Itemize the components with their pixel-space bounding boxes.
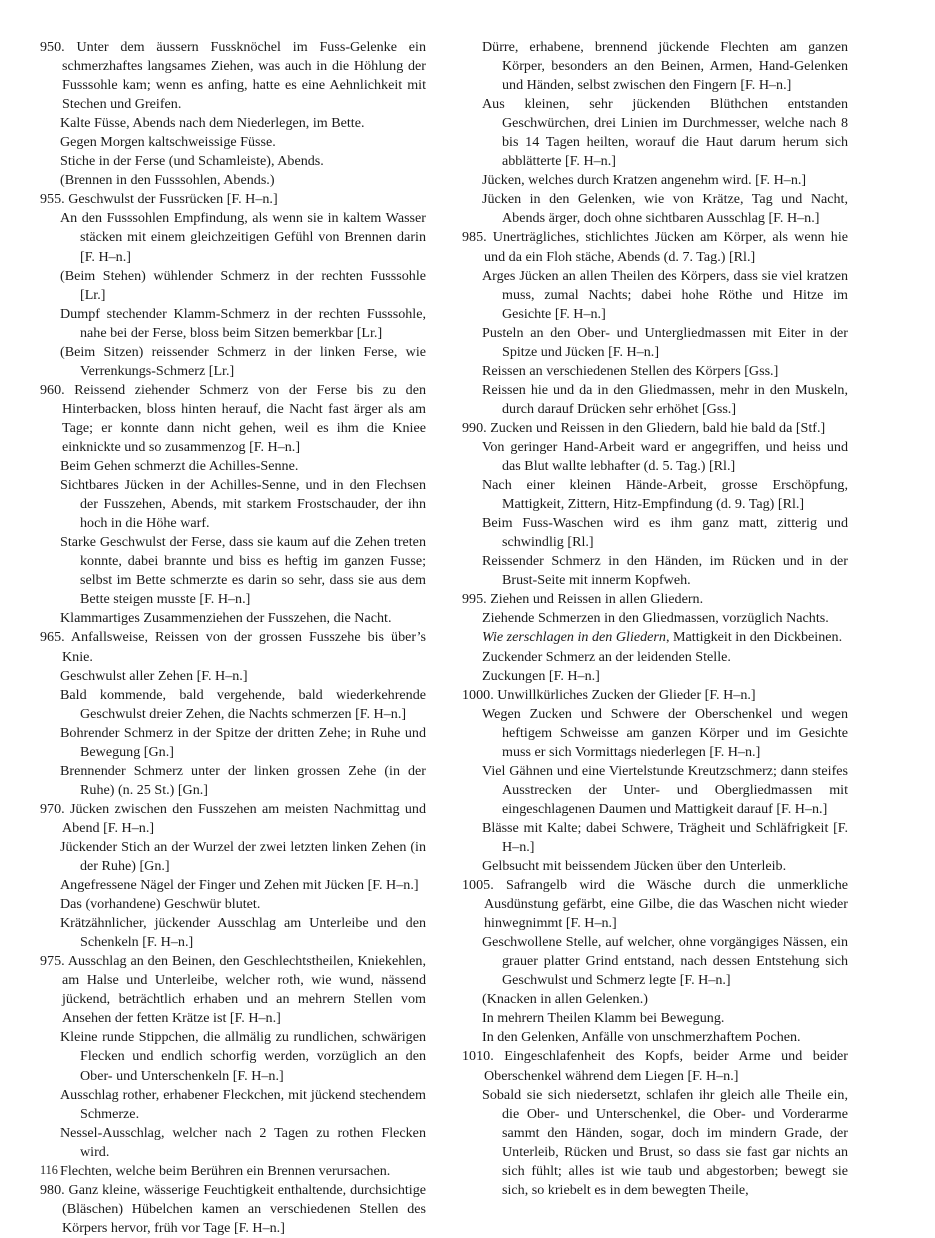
symptom-entry: Sobald sie sich niedersetzt, schlafen ihr gleich alle Theile ein, die Ober- und Unterschenkel, die Ober- und Vorderarme sammt den Händen, sogar, doch im mindern Grade, der Unterleib, Rücken und Brust, so dass sie fast gar nichts an sich fühlt; alles ist wie taub und abgestorben; bewegt sie sich, so kriebelt es in dem bewegten Theile,: [482, 1086, 848, 1198]
symptom-entry: Dumpf stechender Klamm-Schmerz in der rechten Fusssohle, nahe bei der Ferse, bloss beim Sitzen bemerkbar [Lr.]: [60, 305, 426, 341]
numbered-symptom-entry: 985. Unerträgliches, stichlichtes Jücken am Körper, als wenn hie und da ein Floh stäche, Abends (d. 7. Tag.) [Rl.]: [462, 229, 848, 265]
symptom-entry: (Beim Stehen) wühlender Schmerz in der rechten Fusssohle [Lr.]: [60, 267, 426, 303]
page-number: 116: [40, 1163, 58, 1177]
symptom-entry: Starke Geschwulst der Ferse, dass sie kaum auf die Zehen treten konnte, dabei brannte und biss es heftig im ganzen Fusse; selbst im Bette schmerzte es darin so sehr, dass sie aus dem Bette steigen musste [F. H–n.]: [60, 534, 426, 608]
symptom-entry: In den Gelenken, Anfälle von unschmerzhaftem Pochen.: [482, 1029, 801, 1046]
symptom-entry: Ziehende Schmerzen in den Gliedmassen, vorzüglich Nachts.: [482, 610, 829, 627]
symptom-entry: Stiche in der Ferse (und Schamleiste), Abends.: [60, 153, 324, 170]
numbered-symptom-entry: 965. Anfallsweise, Reissen von der grossen Fusszehe bis über’s Knie.: [40, 629, 426, 665]
symptom-entry: Das (vorhandene) Geschwür blutet.: [60, 896, 261, 913]
symptom-entry: Arges Jücken an allen Theilen des Körpers, dass sie viel kratzen muss, zumal Nachts; dabei hohe Röthe und Hitze im Gesichte [F. H–n.]: [482, 267, 848, 322]
symptom-entry: Nessel-Ausschlag, welcher nach 2 Tagen zu rothen Flecken wird.: [60, 1124, 426, 1160]
symptom-entry: Bald kommende, bald vergehende, bald wiederkehrende Geschwulst dreier Zehen, die Nachts schmerzen [F. H–n.]: [60, 686, 426, 722]
symptom-entry: An den Fusssohlen Empfindung, als wenn sie in kaltem Wasser stäcken mit einem gleichzeitigen Gefühl von Brennen darin [F. H–n.]: [60, 210, 426, 265]
symptom-entry: Zuckender Schmerz an der leidenden Stelle.: [482, 648, 731, 665]
left-text-column: [40, 38, 426, 1238]
numbered-symptom-entry: 980. Ganz kleine, wässerige Feuchtigkeit enthaltende, durchsichtige (Bläschen) Hübelchen kamen an verschiedenen Stellen des Körpers hervor, früh vor Tage [F. H–n.]: [40, 1181, 426, 1236]
symptom-entry: Flechten, welche beim Berühren ein Brennen verursachen.: [60, 1162, 391, 1179]
symptom-entry: Reissen hie und da in den Gliedmassen, mehr in den Muskeln, durch darauf Drücken sehr erhöhet [Gss.]: [482, 381, 848, 417]
symptom-entry: (Brennen in den Fusssohlen, Abends.): [60, 172, 275, 189]
symptom-entry: Kalte Füsse, Abends nach dem Niederlegen, im Bette.: [60, 115, 365, 132]
symptom-entry: (Knacken in allen Gelenken.): [482, 991, 648, 1008]
symptom-entry: Klammartiges Zusammenziehen der Fusszehen, die Nacht.: [60, 610, 392, 627]
numbered-symptom-entry: 1005. Safrangelb wird die Wäsche durch die unmerkliche Ausdünstung gefärbt, eine Gilbe, die das Waschen nicht wieder hinwegnimmt [F. H–n.]: [462, 877, 848, 932]
symptom-entry: Dürre, erhabene, brennend jückende Flechten am ganzen Körper, besonders an den Beinen, Armen, Hand-Gelenken und Händen, selbst zwischen den Fingern [F. H–n.]: [482, 39, 848, 94]
two-column-body: [40, 38, 895, 1238]
numbered-symptom-entry: 995. Ziehen und Reissen in allen Gliedern.: [462, 591, 704, 608]
numbered-symptom-entry: 955. Geschwulst der Fussrücken [F. H–n.]: [40, 191, 278, 208]
symptom-entry: Brennender Schmerz unter der linken grossen Zehe (in der Ruhe) (n. 25 St.) [Gn.]: [60, 762, 426, 798]
symptom-entry: Wegen Zucken und Schwere der Oberschenkel und wegen heftigem Schweisse am ganzen Körper und im Gesichte muss er sich Vormittags niederlegen [F. H–n.]: [482, 705, 848, 760]
symptom-entry: Beim Gehen schmerzt die Achilles-Senne.: [60, 458, 299, 475]
symptom-entry: Zuckungen [F. H–n.]: [482, 667, 600, 684]
symptom-entry: Jücken in den Gelenken, wie von Krätze, Tag und Nacht, Abends ärger, doch ohne sichtbaren Ausschlag [F. H–n.]: [482, 191, 848, 227]
numbered-symptom-entry: 950. Unter dem äussern Fussknöchel im Fuss-Gelenke ein schmerzhaftes langsames Ziehen, was auch in die Höhlung der Fusssohle kam; wenn es anfing, hatte es eine Aehnlichkeit mit Stechen und Greifen.: [40, 39, 426, 113]
symptom-entry: Angefressene Nägel der Finger und Zehen mit Jücken [F. H–n.]: [60, 877, 419, 894]
symptom-entry: Beim Fuss-Waschen wird es ihm ganz matt, zitterig und schwindlig [Rl.]: [482, 515, 848, 551]
symptom-entry: Gelbsucht mit beissendem Jücken über den Unterleib.: [482, 858, 787, 875]
numbered-symptom-entry: 1010. Eingeschlafenheit des Kopfs, beider Arme und beider Oberschenkel während dem Liegen [F. H–n.]: [462, 1048, 848, 1084]
numbered-symptom-entry: 990. Zucken und Reissen in den Gliedern, bald hie bald da [Stf.]: [462, 419, 826, 436]
numbered-symptom-entry: 960. Reissend ziehender Schmerz von der Ferse bis zu den Hinterbacken, bloss hinten herauf, die Nacht fast ärger als am Tage; er konnte dann nicht gehen, weil es ihm die Kniee einknickte und so zusammenzog [F. H–n.]: [40, 381, 426, 455]
symptom-entry: Geschwulst aller Zehen [F. H–n.]: [60, 667, 248, 684]
numbered-symptom-entry: 975. Ausschlag an den Beinen, den Geschlechtstheilen, Kniekehlen, am Halse und Unterleibe, welcher roth, wie wund, nässend jückend, beträchtlich erhaben und an mehrern Stellen vom Ansehen der fetten Krätze ist [F. H–n.]: [40, 953, 426, 1027]
symptom-entry: Jückender Stich an der Wurzel der zwei letzten linken Zehen (in der Ruhe) [Gn.]: [60, 838, 426, 875]
symptom-entry: Blässe mit Kalte; dabei Schwere, Trägheit und Schläfrigkeit [F. H–n.]: [482, 819, 848, 855]
symptom-entry: Bohrender Schmerz in der Spitze der dritten Zehe; in Ruhe und Bewegung [Gn.]: [60, 724, 426, 760]
symptom-entry: Wie zerschlagen in den Gliedern, Mattigkeit in den Dickbeinen.: [482, 629, 843, 646]
symptom-entry: Von geringer Hand-Arbeit ward er angegriffen, und heiss und das Blut wallte lebhafter (d. 5. Tag.) [Rl.]: [482, 438, 848, 475]
symptom-entry: Geschwollene Stelle, auf welcher, ohne vorgängiges Nässen, ein grauer platter Grind entstand, nach dessen Entstehung sich Geschwulst und Schmerz legte [F. H–n.]: [482, 934, 848, 989]
numbered-symptom-entry: 970. Jücken zwischen den Fusszehen am meisten Nachmittag und Abend [F. H–n.]: [40, 800, 426, 836]
symptom-entry: Ausschlag rother, erhabener Fleckchen, mit jückend stechendem Schmerze.: [60, 1086, 426, 1122]
symptom-entry: Krätzähnlicher, jückender Ausschlag am Unterleibe und den Schenkeln [F. H–n.]: [60, 915, 426, 951]
symptom-entry: Jücken, welches durch Kratzen angenehm wird. [F. H–n.]: [482, 172, 807, 189]
symptom-entry: Sichtbares Jücken in der Achilles-Senne, und in den Flechsen der Fusszehen, Abends, mit starkem Frostschauder, der ihn hoch in die Höhe warf.: [60, 477, 426, 532]
symptom-entry: Aus kleinen, sehr jückenden Blüthchen entstanden Geschwürchen, drei Linien im Durchmesser, welche nach 8 bis 14 Tagen heilten, worauf die Haut darum herum sich abblätterte [F. H–n.]: [482, 96, 848, 170]
symptom-entry: Viel Gähnen und eine Viertelstunde Kreutzschmerz; dann steifes Ausstrecken der Unter- und Obergliedmassen mit eingeschlagenen Daumen und Mattigkeit darauf [F. H–n.]: [482, 762, 848, 817]
symptom-entry: Gegen Morgen kaltschweissige Füsse.: [60, 134, 276, 151]
symptom-entry: Pusteln an den Ober- und Untergliedmassen mit Eiter in der Spitze und Jücken [F. H–n.]: [482, 324, 848, 360]
right-text-column: [462, 38, 848, 1238]
symptom-entry: Reissender Schmerz in den Händen, im Rücken und in der Brust-Seite mit innerm Kopfweh.: [482, 553, 848, 589]
symptom-entry: Kleine runde Stippchen, die allmälig zu rundlichen, schwärigen Flecken und endlich schorfig werden, vorzüglich an den Ober- und Unterschenkeln [F. H–n.]: [60, 1029, 426, 1084]
numbered-symptom-entry: 1000. Unwillkürliches Zucken der Glieder [F. H–n.]: [462, 686, 756, 703]
symptom-entry: (Beim Sitzen) reissender Schmerz in der linken Ferse, wie Verrenkungs-Schmerz [Lr.]: [60, 343, 426, 379]
italic-lead-phrase: Wie zerschlagen in den Gliedern: [482, 629, 666, 646]
symptom-entry: Nach einer kleinen Hände-Arbeit, grosse Erschöpfung, Mattigkeit, Zittern, Hitz-Empfindung (d. 9. Tag) [Rl.]: [482, 477, 848, 513]
symptom-entry: Reissen an verschiedenen Stellen des Körpers [Gss.]: [482, 362, 779, 379]
symptom-entry: In mehrern Theilen Klamm bei Bewegung.: [482, 1010, 725, 1027]
